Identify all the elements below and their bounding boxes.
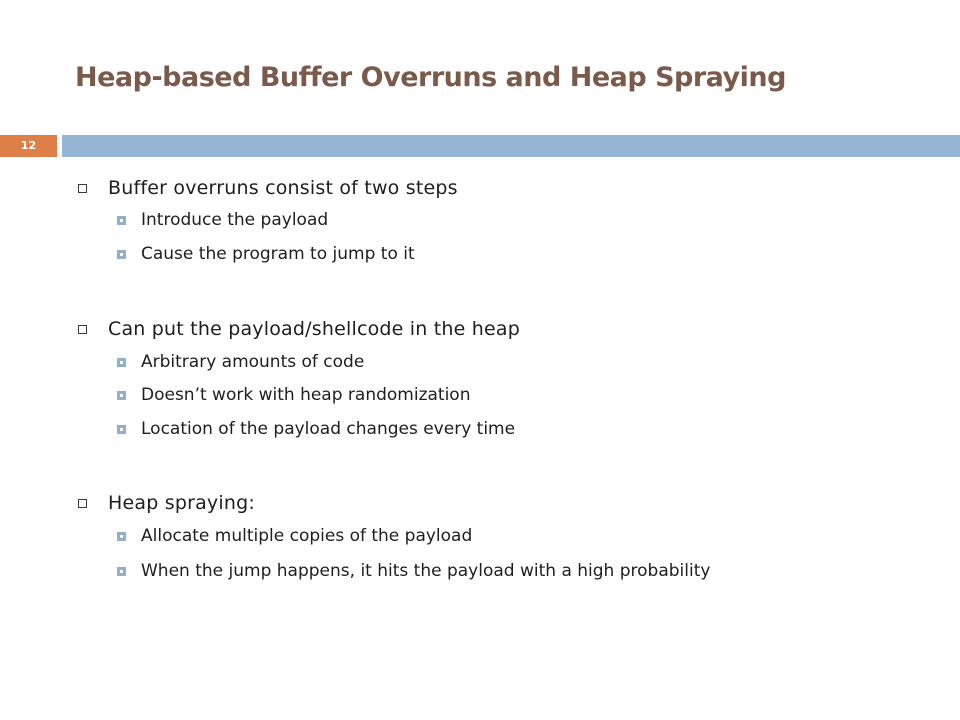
- sub-bullet-item: [117, 560, 710, 582]
- sub-bullet-text: Arbitrary amounts of code: [141, 352, 365, 372]
- filled-square-icon: [117, 216, 126, 225]
- filled-square-icon: [117, 532, 126, 541]
- sub-bullet-text: Introduce the payload: [141, 210, 329, 230]
- sub-bullet-text: Location of the payload changes every time: [141, 419, 516, 439]
- filled-square-icon: [117, 391, 126, 400]
- slide-title: Heap-based Buffer Overruns and Heap Spraying: [75, 62, 786, 93]
- sub-bullet-text: Allocate multiple copies of the payload: [141, 526, 473, 546]
- filled-square-icon: [117, 567, 126, 576]
- filled-square-icon: [117, 358, 126, 367]
- sub-bullet-item: [117, 418, 515, 440]
- bullet-text: Can put the payload/shellcode in the heap: [108, 318, 521, 340]
- bullet-item: [78, 491, 255, 515]
- sub-bullet-text: Cause the program to jump to it: [141, 244, 415, 264]
- bullet-item: [78, 317, 520, 341]
- bullet-text: Buffer overruns consist of two steps: [108, 177, 458, 199]
- bullet-item: [78, 176, 458, 200]
- slide-number-badge: 12: [0, 135, 57, 157]
- filled-square-icon: [117, 250, 126, 259]
- hollow-square-icon: [78, 325, 87, 334]
- sub-bullet-item: [117, 243, 415, 265]
- bullet-text: Heap spraying:: [108, 492, 255, 514]
- sub-bullet-item: [117, 351, 364, 373]
- sub-bullet-item: [117, 525, 472, 547]
- sub-bullet-text: When the jump happens, it hits the payload with a high probability: [141, 561, 711, 581]
- hollow-square-icon: [78, 184, 87, 193]
- filled-square-icon: [117, 425, 126, 434]
- sub-bullet-text: Doesn’t work with heap randomization: [141, 385, 471, 405]
- sub-bullet-item: [117, 384, 470, 406]
- sub-bullet-item: [117, 209, 328, 231]
- hollow-square-icon: [78, 499, 87, 508]
